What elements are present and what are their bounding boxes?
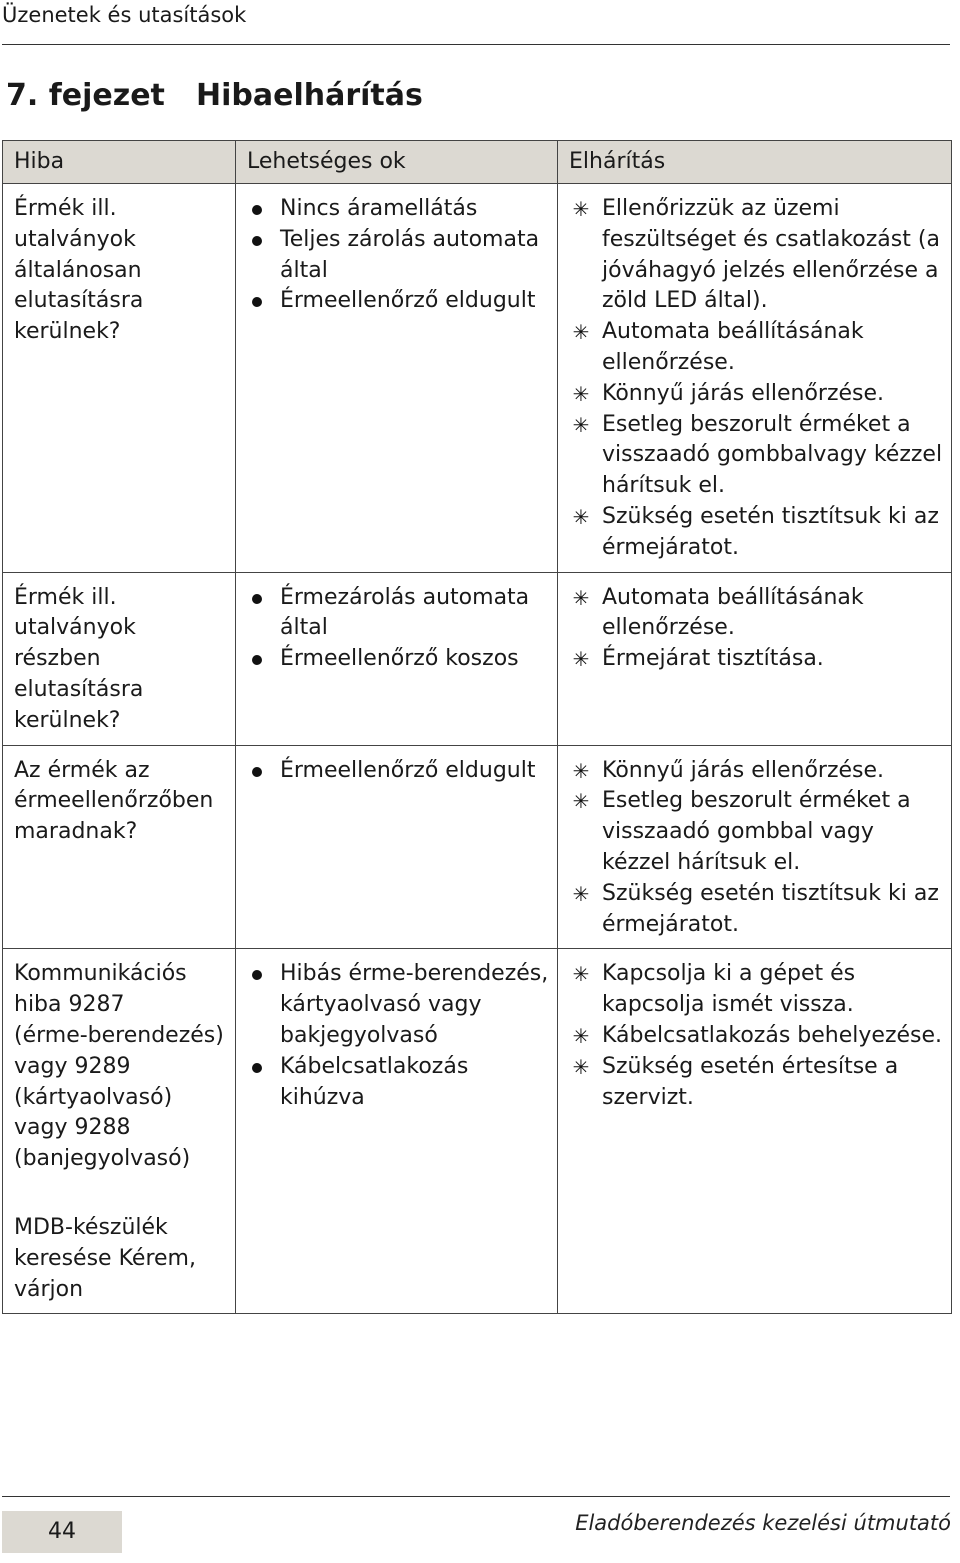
- fix-item: [569, 959, 943, 1021]
- fixes-cell: [558, 184, 952, 573]
- asterisk-icon: ✳: [572, 962, 590, 987]
- causes-list: [247, 583, 549, 675]
- table-header-row: [3, 141, 952, 184]
- chapter-title: Hibaelhárítás: [196, 78, 423, 113]
- causes-cell: [236, 572, 558, 745]
- asterisk-icon: ✳: [572, 789, 590, 814]
- fault-line: utalványok: [14, 226, 136, 252]
- fault-line: várjon: [14, 1276, 84, 1302]
- cause-item: Teljes zárolás automata által: [247, 225, 549, 287]
- asterisk-icon: ✳: [572, 381, 590, 406]
- fixes-cell: [558, 572, 952, 745]
- fix-item: [569, 379, 943, 410]
- fault-line: vagy 9288: [14, 1115, 131, 1141]
- fault-line: kerülnek?: [14, 707, 121, 733]
- fault-line: elutasításra: [14, 288, 144, 314]
- fault-line: Érmék ill.: [14, 196, 117, 221]
- fault-line: keresése Kérem,: [14, 1245, 196, 1271]
- fix-item: [569, 410, 943, 502]
- fix-item: [569, 786, 943, 878]
- chapter-heading: [6, 78, 423, 114]
- manual-title: Eladóberendezés kezelési útmutató: [575, 1511, 951, 1535]
- asterisk-icon: ✳: [572, 1023, 590, 1048]
- fault-line: Az érmék az: [14, 757, 150, 783]
- table-row: [3, 184, 952, 573]
- fix-text: Automata beállításának ellenőrzése.: [602, 584, 864, 641]
- fault-cell: [3, 184, 236, 573]
- fault-line: (banjegyolvasó): [14, 1146, 191, 1172]
- fix-text: Ellenőrizzük az üzemi feszültséget és csatlakozást (a jóváhagyó jelzés ellenőrzése a zöld LED által).: [602, 196, 940, 314]
- cause-item: Érmeellenőrző koszos: [247, 644, 549, 675]
- fault-line: Kommunikációs: [14, 961, 187, 987]
- footer-rule: [2, 1496, 950, 1497]
- fix-text: Esetleg beszorult érméket a visszaadó gombbal vagy kézzel hárítsuk el.: [602, 788, 911, 875]
- fault-line: Érmék ill.: [14, 584, 117, 610]
- fix-item: [569, 1052, 943, 1114]
- fix-text: Szükség esetén tisztítsuk ki az érmejáratot.: [602, 880, 939, 937]
- fault-line: maradnak?: [14, 819, 138, 845]
- fix-text: Kábelcsatlakozás behelyezése.: [602, 1022, 943, 1048]
- fault-cell: [3, 572, 236, 745]
- causes-cell: [236, 184, 558, 573]
- fixes-list: [569, 756, 943, 941]
- asterisk-icon: ✳: [572, 585, 590, 610]
- asterisk-icon: ✳: [572, 647, 590, 672]
- table-row: [3, 572, 952, 745]
- fixes-cell: [558, 949, 952, 1314]
- fault-line: MDB-készülék: [14, 1214, 168, 1240]
- asterisk-icon: ✳: [572, 881, 590, 906]
- fix-item: [569, 583, 943, 645]
- fault-line: elutasításra: [14, 676, 144, 702]
- fix-text: Automata beállításának ellenőrzése.: [602, 319, 864, 375]
- causes-list: [247, 959, 549, 1113]
- cause-item: Kábelcsatlakozás kihúzva: [247, 1052, 549, 1114]
- fault-line: (kártyaolvasó): [14, 1084, 173, 1110]
- header-fault: Hiba: [3, 141, 236, 184]
- cause-item: Hibás érme-berendezés, kártyaolvasó vagy bakjegyolvasó: [247, 959, 549, 1051]
- fixes-cell: [558, 745, 952, 949]
- chapter-number: 7. fejezet: [6, 78, 165, 113]
- fixes-list: [569, 959, 943, 1113]
- fault-cell: [3, 745, 236, 949]
- fixes-list: [569, 194, 943, 564]
- fault-line: általánosan: [14, 257, 142, 283]
- fix-item: [569, 502, 943, 564]
- troubleshooting-table: [2, 140, 952, 1314]
- asterisk-icon: ✳: [572, 758, 590, 783]
- fix-item: [569, 194, 943, 317]
- cause-item: Nincs áramellátás: [247, 194, 549, 225]
- header-rule: [2, 44, 950, 45]
- fault-cell: [3, 949, 236, 1314]
- fix-text: Szükség esetén tisztítsuk ki az érmejáratot.: [602, 503, 939, 560]
- fault-line: hiba 9287: [14, 992, 125, 1018]
- causes-list: [247, 194, 549, 317]
- asterisk-icon: ✳: [572, 412, 590, 437]
- fault-line: (érme-berendezés): [14, 1022, 224, 1048]
- page-number: 44: [2, 1511, 122, 1553]
- fix-item: [569, 756, 943, 787]
- causes-cell: [236, 949, 558, 1314]
- fault-line: érmeellenőrzőben: [14, 788, 214, 814]
- fix-text: Esetleg beszorult érméket a visszaadó gombbalvagy kézzel hárítsuk el.: [602, 411, 943, 499]
- fix-text: Könnyű járás ellenőrzése.: [602, 380, 885, 406]
- asterisk-icon: ✳: [572, 504, 590, 529]
- mdb-search-message: [14, 1213, 227, 1305]
- header-fixes: Elhárítás: [558, 141, 952, 184]
- fix-item: [569, 1021, 943, 1052]
- header-causes: Lehetséges ok: [236, 141, 558, 184]
- causes-list: [247, 756, 549, 787]
- fault-line: utalványok részben: [14, 615, 136, 672]
- causes-cell: [236, 745, 558, 949]
- running-head: Üzenetek és utasítások: [2, 3, 247, 27]
- fix-item: [569, 644, 943, 675]
- fix-text: Érmejárat tisztítása.: [602, 646, 824, 672]
- fix-text: Kapcsolja ki a gépet és kapcsolja ismét vissza.: [602, 961, 856, 1018]
- fault-line: kerülnek?: [14, 319, 121, 345]
- fix-item: [569, 317, 943, 379]
- fix-text: Könnyű járás ellenőrzése.: [602, 757, 885, 783]
- fault-line: vagy 9289: [14, 1053, 131, 1079]
- fix-text: Szükség esetén értesítse a szervizt.: [602, 1053, 899, 1110]
- fix-item: [569, 879, 943, 941]
- asterisk-icon: ✳: [572, 197, 590, 221]
- cause-item: Érmeellenőrző eldugult: [247, 286, 549, 317]
- asterisk-icon: ✳: [572, 1054, 590, 1079]
- cause-item: Érmeellenőrző eldugult: [247, 756, 549, 787]
- cause-item: Érmezárolás automata által: [247, 583, 549, 645]
- asterisk-icon: ✳: [572, 320, 590, 345]
- fixes-list: [569, 583, 943, 675]
- table-row: [3, 949, 952, 1314]
- table-row: [3, 745, 952, 949]
